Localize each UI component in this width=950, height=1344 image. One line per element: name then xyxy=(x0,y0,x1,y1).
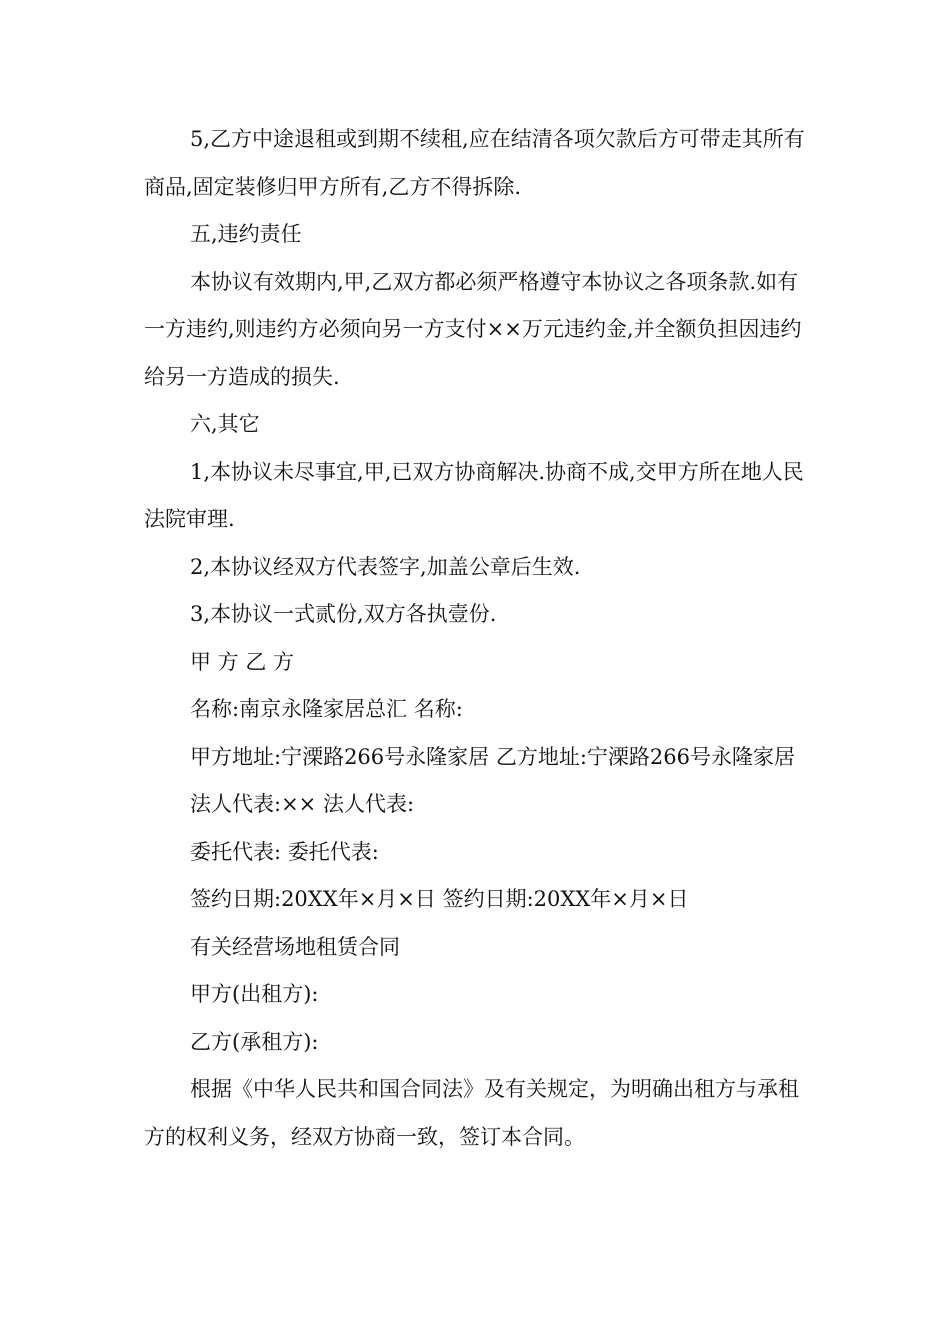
lessor-line: 甲方(出租方): xyxy=(190,982,319,1006)
new-contract-title: 有关经营场地租赁合同 xyxy=(190,934,400,959)
section-heading-other: 六,其它 xyxy=(190,412,260,436)
clause-1-dispute: 1,本协议未尽事宜,甲,已双方协商解决.协商不成,交甲方所在地人民法院审理. xyxy=(144,459,804,531)
clause-5-termination: 5,乙方中途退租或到期不续租,应在结清各项欠款后方可带走其所有商品,固定装修归甲方所有,乙方不得拆除. xyxy=(144,127,805,199)
document-body xyxy=(144,116,814,1161)
signing-dates: 签约日期:20XX年×月×日 签约日期:20XX年×月×日 xyxy=(190,887,689,911)
legal-representatives: 法人代表:×× 法人代表: xyxy=(190,792,415,816)
party-headers: 甲 方 乙 方 xyxy=(190,649,295,674)
section-heading-breach: 五,违约责任 xyxy=(190,222,302,246)
breach-liability-text: 本协议有效期内,甲,乙双方都必须严格遵守本协议之各项条款.如有一方违约,则违约方必须向另一方支付××万元违约金,并全额负担因违约给另一方造成的损失. xyxy=(144,269,802,389)
clause-2-effective: 2,本协议经双方代表签字,加盖公章后生效. xyxy=(190,554,581,579)
lessee-line: 乙方(承租方): xyxy=(190,1029,319,1054)
party-names: 名称:南京永隆家居总汇 名称: xyxy=(190,697,463,721)
clause-3-copies: 3,本协议一式贰份,双方各执壹份. xyxy=(190,602,497,626)
authorized-representatives: 委托代表: 委托代表: xyxy=(190,839,379,864)
party-addresses: 甲方地址:宁溧路266号永隆家居 乙方地址:宁溧路266号永隆家居 xyxy=(190,744,795,769)
contract-preamble: 根据《中华人民共和国合同法》及有关规定，为明确出租方与承租方的权利义务，经双方协商一致，签订本合同。 xyxy=(144,1077,799,1149)
